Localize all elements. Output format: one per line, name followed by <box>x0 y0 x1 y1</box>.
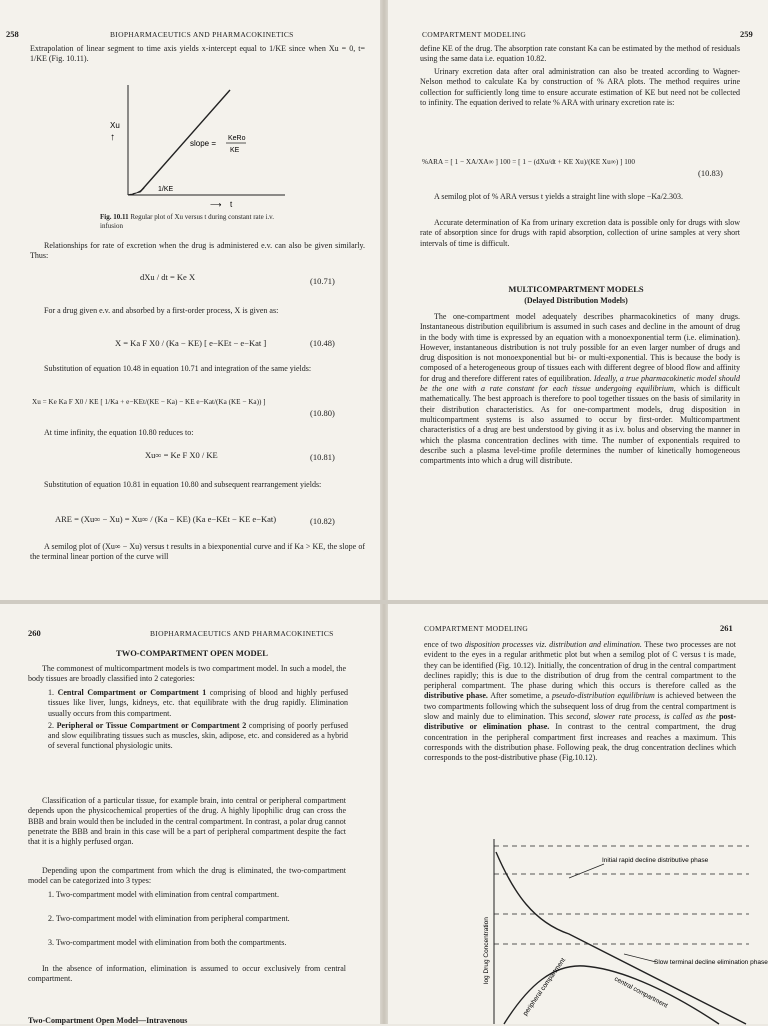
svg-text:↑: ↑ <box>110 132 115 143</box>
section-subheading: (Delayed Distribution Models) <box>524 296 628 305</box>
section-heading: TWO-COMPARTMENT OPEN MODEL <box>116 648 268 658</box>
paragraph-infinity: At time infinity, the equation 10.80 reduces to: <box>44 428 194 437</box>
compartment-list <box>28 688 348 754</box>
paragraph-substitution: Substitution of equation 10.48 in equation 10.71 and integration of the same yields: <box>44 364 312 373</box>
page-260 <box>0 604 384 1024</box>
slope-label: slope = <box>190 139 217 148</box>
text-run: The one-compartment model adequately describes pharmacokinetics of many drugs. Instantaneous distribution equilibrium is assumed in such cases and decline in the amount of drug in the body with time is expressed by an equation with a monoexponential term (i.e. elimination). However, instantaneous distribution is not truly possible for an even larger number of drugs and drug disposition is not monoexponential but bi- or multi-exponential. This is because the body is composed of a heterogeneous group of tissues each with different degree of blood flow and affinity for drug and therefore different rates of equilibration. <box>420 312 740 383</box>
list-item: 2. Peripheral or Tissue Compartment or Compartment 2 comprising of poorly perfused and slow equilibrating tissues such as muscles, skin, adipose, etc. and considered as a hybrid of several functional physiologic units. <box>48 720 349 751</box>
page-number: 260 <box>28 628 41 638</box>
caption-number: Fig. 10.11 <box>100 213 129 221</box>
list-item: 2. Two-compartment model with elimination from peripheral compartment. <box>48 914 290 923</box>
paragraph-depending: Depending upon the compartment from which the drug is eliminated, the two-compartment model can be categorized into 3 types: <box>28 866 346 886</box>
svg-text:⟶: ⟶ <box>210 200 222 209</box>
figure-10-12 <box>474 834 768 1024</box>
page-number: 261 <box>720 623 733 633</box>
intercept-label: 1/KE <box>158 186 174 193</box>
caption-text: Regular plot of Xu versus t during constant rate i.v. infusion <box>100 213 274 230</box>
list-item: 3. Two-compartment model with elimination from both the compartments. <box>48 938 287 947</box>
label-central: central compartment <box>613 975 669 1010</box>
y-axis-label: Xu <box>110 121 120 130</box>
paragraph-classification: Classification of a particular tissue, for example brain, into central or peripheral compartment depends upon the physicochemical properties of the drug. A highly lipophilic drug can cross the BBB and brain would then be included in the central compartment. In contrast, a polar drug cannot penetrate the BBB and brain in this case will be a part of peripheral compartment despite the fact that it is a highly perfused organ. <box>28 796 346 847</box>
list-item: 1. Central Compartment or Compartment 1 comprising of blood and highly perfused tissues like liver, lungs, kidneys, etc. that equilibrate with the drug rapidly. Elimination usually occurs from this compartment. <box>48 688 349 718</box>
book-gutter <box>380 0 388 1024</box>
equation-10-80: Xu = Ke Ka F X0 / KE [ 1/Ka + e−KEt/(KE − Ka) − KE e−Kat/(Ka (KE − Ka)) ] <box>32 398 266 406</box>
paragraph-semilog-ara: A semilog plot of % ARA versus t yields a straight line with slope −Ka/2.303. <box>434 192 683 201</box>
equation-number: (10.81) <box>310 452 335 462</box>
figure-caption <box>100 213 280 230</box>
page-259 <box>384 0 768 600</box>
page-261 <box>384 604 768 1024</box>
figure-10-11 <box>100 80 290 210</box>
page-number: 258 <box>6 29 19 39</box>
paragraph-relationships: Relationships for rate of excretion when the drug is administered e.v. can also be given similarly. Thus: <box>30 241 365 261</box>
equation-10-83: %ARA = [ 1 − XA/XA∞ ] 100 = [ 1 − (dXu/dt + KE Xu)/(KE Xu∞) ] 100 <box>422 158 635 166</box>
equation-10-71: dXu / dt = Ke X <box>140 272 196 282</box>
running-header: COMPARTMENT MODELING <box>424 624 529 633</box>
equation-number: (10.48) <box>310 338 335 348</box>
running-header: BIOPHARMACEUTICS AND PHARMACOKINETICS <box>150 629 334 638</box>
section-heading: MULTICOMPARTMENT MODELS <box>508 284 644 294</box>
paragraph-define-ke: define KE of the drug. The absorption rate constant Ka can be estimated by the method of residuals using the same data i.e. equation 10.82. <box>420 44 740 64</box>
equation-10-82: ARE = (Xu∞ − Xu) = Xu∞ / (Ka − KE) (Ka e−KEt − KE e−Kat) <box>55 514 277 524</box>
equation-10-81: Xu∞ = Ke F X0 / KE <box>145 450 218 460</box>
slope-denominator: KE <box>230 147 240 154</box>
text-run: which is difficult mathematically. The best approach is therefore to pool together tissues on the basis of similarity in their distribution characteristics. As for one-compartment models, drug disposition in multicompartment systems is also assumed to occur by first-order. Multicompartment characteristics of a drug are best understood by giving it as i.v. bolus and observing the manner in which the plasma concentration declines with time. The number of exponentials required to describe such a plasma level-time profile determines the number of kinetically homogeneous compartments into which a drug will distribute. <box>420 384 741 466</box>
equation-number: (10.82) <box>310 516 335 526</box>
running-header: BIOPHARMACEUTICS AND PHARMACOKINETICS <box>110 30 294 39</box>
equation-number: (10.80) <box>310 408 335 418</box>
label-distributive: Initial rapid decline distributive phase <box>602 857 709 864</box>
spread-divider <box>0 600 768 604</box>
page-258 <box>0 0 384 600</box>
paragraph-multicompartment <box>420 312 740 466</box>
slope-numerator: KeRo <box>228 135 246 142</box>
x-axis-label: t <box>230 200 233 209</box>
page-number: 259 <box>740 29 753 39</box>
equation-10-48: X = Ka F X0 / (Ka − KE) [ e−KEt − e−Kat ] <box>115 338 267 348</box>
list-item: 1. Two-compartment model with elimination from central compartment. <box>48 890 280 899</box>
equation-number: (10.71) <box>310 276 335 286</box>
paragraph-rearrangement: Substitution of equation 10.81 in equation 10.80 and subsequent rearrangement yields: <box>44 480 322 489</box>
y-axis-label: log Drug Concentration <box>483 917 490 984</box>
cut-off-heading: Two-Compartment Open Model—Intravenous <box>28 1016 188 1025</box>
paragraph-absence: In the absence of information, elimination is assumed to occur exclusively from central compartment. <box>28 964 346 984</box>
text-run-italic: Ideally, a true pharmacokinetic model should be the one with a rate constant for each tissue undergoing equilibrium, <box>420 373 740 394</box>
intro-paragraph: Extrapolation of linear segment to time axis yields x-intercept equal to 1/KE since when Xu = 0, t= 1/KE (Fig. 10.11). <box>30 44 365 64</box>
running-header: COMPARTMENT MODELING <box>422 30 527 39</box>
paragraph-commonest: The commonest of multicompartment models is two compartment model. In such a model, the body tissues are broadly classified into 2 categories: <box>28 664 346 684</box>
paragraph-wagner-nelson: Urinary excretion data after oral administration can also be treated according to Wagner-Nelson method to calculate Ka by construction of % ARA plots. The method requires urine collection for sufficiently long time to ensure accurate estimation of KE but need not be collected to infinity. The equation derived to relate % ARA with urinary excretion rate is: <box>420 67 740 107</box>
equation-number: (10.83) <box>698 168 723 178</box>
paragraph-first-order: For a drug given e.v. and absorbed by a first-order process, X is given as: <box>44 306 279 315</box>
paragraph-disposition: ence of two disposition processes viz. distribution and elimination. These two processes are not evident to the eyes in a regular arithmetic plot but when a semilog plot of C versus t is made, they can be identified (Fig. 10.12). Initially, the concentration of drug in the central compartment declines rapidly; this is due to the distribution of drug from the central compartment to the peripheral compartment. The phase during which this occurs is therefore called as the distributive phase. After sometime, a pseudo-distribution equilibrium is achieved between the two compartments following which the subsequent loss of drug from the central compartment is slow and mainly due to elimination. This second, slower rate process, is called as the post-distributive or elimination phase. In contrast to the central compartment, the drug concentration in the peripheral compartment first increases and reaches a maximum. This corresponds with the distribution phase. Following peak, the drug concentration declines which corresponds to the post-distributive phase (Fig.10.12). <box>424 640 737 763</box>
label-elimination: Slow terminal decline elimination phase <box>654 959 768 966</box>
paragraph-semilog: A semilog plot of (Xu∞ − Xu) versus t results in a biexponential curve and if Ka > KE, the slope of the terminal linear portion of the curve will <box>30 542 365 562</box>
paragraph-accurate-ka: Accurate determination of Ka from urinary excretion data is possible only for drugs with slow rate of absorption since for drugs with rapid absorption, collection of urine samples at very short intervals of time is difficult. <box>420 218 740 248</box>
linear-segment <box>140 90 230 192</box>
label-peripheral: peripheral compartment <box>521 956 568 1018</box>
